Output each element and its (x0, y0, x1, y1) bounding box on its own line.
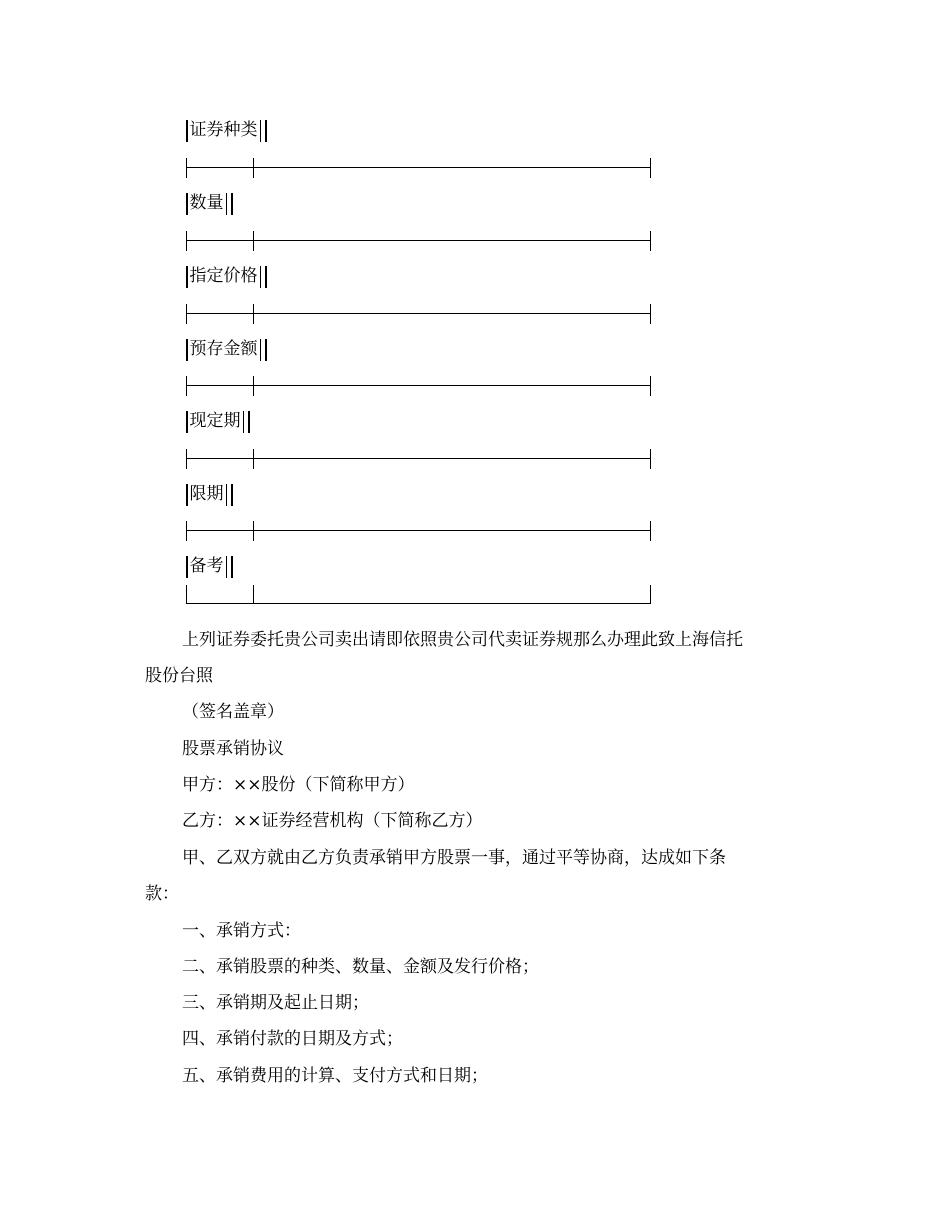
table-divider (186, 376, 651, 396)
row-label: 证券种类 (189, 120, 258, 140)
intro-text-continued: 款： (145, 884, 179, 904)
table-row (186, 265, 269, 288)
party-a: 甲方：××股份（下简称甲方） (182, 775, 415, 795)
row-label: 现定期 (189, 411, 241, 431)
clause-item: 二、承销股票的种类、数量、金额及发行价格； (182, 957, 539, 977)
table-divider (186, 231, 651, 251)
clause-item: 五、承销费用的计算、支付方式和日期； (182, 1066, 488, 1086)
intro-text: 甲、乙双方就由乙方负责承销甲方股票一事，通过平等协商，达成如下条 (182, 848, 726, 868)
table-row (186, 192, 235, 215)
table-divider (186, 449, 651, 469)
table-divider (186, 158, 651, 178)
statement-text-continued: 股份台照 (145, 666, 213, 686)
table-row (186, 338, 269, 361)
party-b: 乙方：××证券经营机构（下简称乙方） (182, 811, 483, 831)
agreement-title: 股票承销协议 (182, 739, 284, 759)
row-label: 备考 (189, 556, 224, 576)
table-divider (186, 521, 651, 541)
table-row (186, 119, 269, 142)
table-row (186, 555, 235, 578)
table-divider (186, 304, 651, 324)
signature-note: （签名盖章） (182, 702, 284, 722)
table-row (186, 410, 252, 433)
row-label: 数量 (189, 193, 224, 213)
clause-item: 三、承销期及起止日期； (182, 993, 369, 1013)
clause-item: 一、承销方式： (182, 921, 301, 941)
row-label: 限期 (189, 484, 224, 504)
table-bottom-border (186, 585, 651, 605)
clause-item: 四、承销付款的日期及方式； (182, 1029, 403, 1049)
row-label: 预存金额 (189, 339, 258, 359)
statement-text: 上列证券委托贵公司卖出请即依照贵公司代卖证券规那么办理此致上海信托 (182, 630, 743, 650)
row-label: 指定价格 (189, 266, 258, 286)
table-row (186, 483, 235, 506)
